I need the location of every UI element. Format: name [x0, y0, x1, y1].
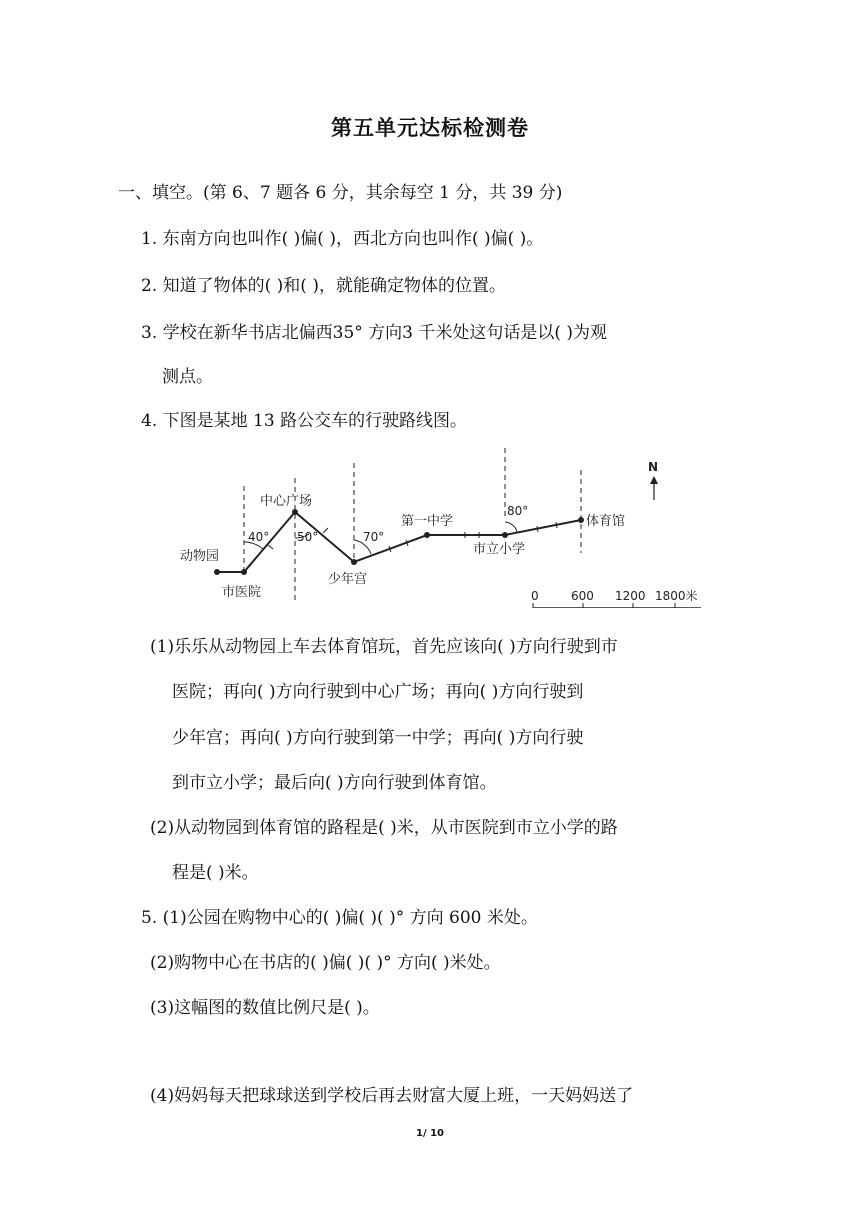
middle-school-label: 第一中学	[401, 514, 454, 529]
route-tick	[323, 528, 328, 533]
question-line: 程是( )米。	[172, 863, 259, 883]
plaza-label: 中心广场	[260, 494, 313, 509]
middle-school-dot	[424, 532, 430, 538]
svg-text:N: N	[648, 460, 659, 474]
route-tick	[268, 545, 273, 549]
youth-palace-dot	[351, 559, 357, 565]
question-line: (3)这幅图的数值比例尺是( )。	[150, 998, 380, 1018]
primary-school-dot	[502, 532, 508, 538]
stadium-label: 体育馆	[586, 514, 626, 529]
bus-route-map	[165, 428, 725, 608]
page-title: 第五单元达标检测卷	[331, 116, 529, 140]
angle-label-50: 50°	[297, 530, 319, 544]
route-polyline	[217, 512, 581, 572]
scale-bar	[531, 588, 701, 608]
north-arrow-icon	[648, 460, 658, 500]
angle-label-70: 70°	[363, 530, 385, 544]
scale-tick-label: 0	[531, 589, 539, 603]
scale-tick-label: 600	[571, 589, 594, 603]
primary-school-label: 市立小学	[473, 542, 526, 557]
question-line: 3. 学校在新华书店北偏西35° 方向3 千米处这句话是以( )为观	[141, 323, 608, 343]
question-line: 5. (1)公园在购物中心的( )偏( )( )° 方向 600 米处。	[141, 908, 538, 928]
youth-palace-label: 少年宫	[328, 572, 368, 587]
question-line: (1)乐乐从动物园上车去体育馆玩，首先应该向( )方向行驶到市	[150, 637, 618, 657]
stadium-dot	[578, 517, 584, 523]
zoo-dot	[214, 569, 220, 575]
question-line: (4)妈妈每天把球球送到学校后再去财富大厦上班，一天妈妈送了	[150, 1086, 634, 1106]
question-line: 1. 东南方向也叫作( )偏( )，西北方向也叫作( )偏( )。	[141, 229, 544, 249]
question-line: 少年宫；再向( )方向行驶到第一中学；再向( )方向行驶	[172, 728, 584, 748]
angle-label-80: 80°	[507, 504, 529, 518]
question-line: 一、填空。(第 6、7 题各 6 分，其余每空 1 分，共 39 分)	[118, 183, 563, 203]
question-line: (2)购物中心在书店的( )偏( )( )° 方向( )米处。	[150, 953, 501, 973]
hospital-dot	[241, 569, 247, 575]
question-line: 测点。	[162, 367, 213, 387]
scale-tick-label: 1800米	[655, 589, 698, 603]
page-number: 1/ 10	[415, 1128, 444, 1139]
route-tick	[537, 526, 538, 532]
question-line: (2)从动物园到体育馆的路程是( )米，从市医院到市立小学的路	[150, 818, 618, 838]
question-line: 到市立小学；最后向( )方向行驶到体育馆。	[172, 773, 497, 793]
question-line: 4. 下图是某地 13 路公交车的行驶路线图。	[141, 411, 468, 431]
plaza-dot	[292, 509, 298, 515]
zoo-label: 动物园	[180, 549, 220, 564]
scale-tick-label: 1200	[615, 589, 646, 603]
question-line: 医院；再向( )方向行驶到中心广场；再向( )方向行驶到	[172, 682, 584, 702]
angle-label-40: 40°	[248, 530, 270, 544]
route-tick	[556, 522, 557, 528]
angle-arc-80	[505, 522, 517, 532]
hospital-label: 市医院	[222, 585, 262, 600]
question-line: 2. 知道了物体的( )和( )，就能确定物体的位置。	[141, 276, 506, 296]
